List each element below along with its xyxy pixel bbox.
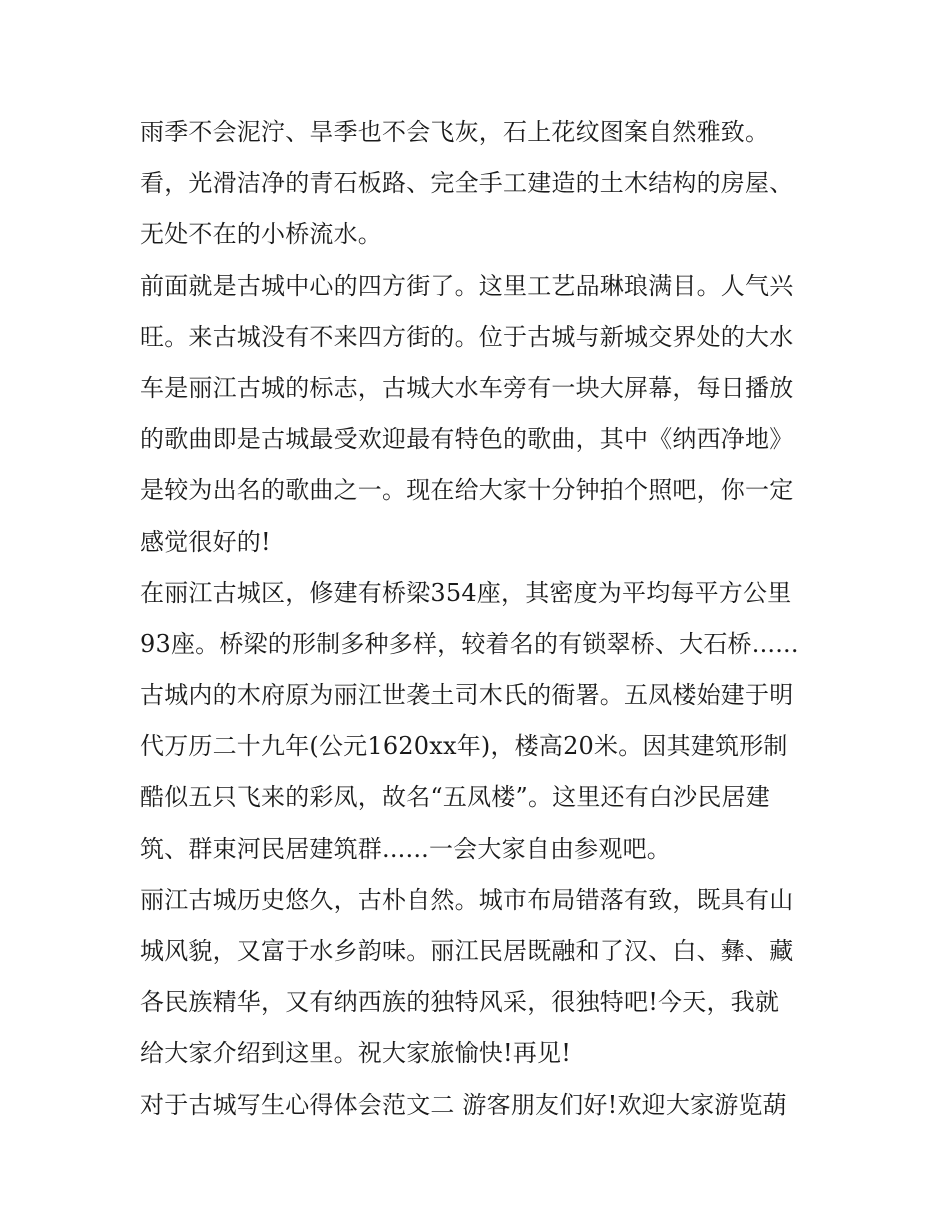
text-line: 各民族精华，又有纳西族的独特风采，很独特吧!今天，我就 xyxy=(140,988,780,1017)
text-line: 前面就是古城中心的四方街了。这里工艺品琳琅满目。人气兴 xyxy=(140,271,794,300)
text-line: 给大家介绍到这里。祝大家旅愉快!再见! xyxy=(140,1039,572,1068)
text-line: 是较为出名的歌曲之一。现在给大家十分钟拍个照吧，你一定 xyxy=(140,476,794,505)
text-line: 无处不在的小桥流水。 xyxy=(140,220,382,249)
text-line: 酷似五只飞来的彩凤，故名“五凤楼”。这里还有白沙民居建 xyxy=(140,783,770,812)
text-line: 旺。来古城没有不来四方街的。位于古城与新城交界处的大水 xyxy=(140,322,794,351)
text-line: 车是丽江古城的标志，古城大水车旁有一块大屏幕，每日播放 xyxy=(140,373,794,402)
text-line: 感觉很好的! xyxy=(140,527,271,556)
text-line: 雨季不会泥泞、旱季也不会飞灰，石上花纹图案自然雅致。 xyxy=(140,118,770,146)
document-body xyxy=(140,107,820,1131)
text-line: 的歌曲即是古城最受欢迎最有特色的歌曲，其中《纳西净地》 xyxy=(140,425,794,454)
text-line: 筑、群束河民居建筑群......一会大家自由参观吧。 xyxy=(140,834,671,863)
text-line: 城风貌，又富于水乡韵味。丽江民居既融和了汉、白、彝、藏 xyxy=(140,937,794,965)
text-line: 看，光滑洁净的青石板路、完全手工建造的土木结构的房屋、 xyxy=(140,169,794,198)
text-line: 93座。桥梁的形制多种多样，较着名的有锁翠桥、大石桥...... xyxy=(140,629,799,658)
text-line: 古城内的木府原为丽江世袭土司木氏的衙署。五凤楼始建于明 xyxy=(140,681,794,710)
text-line: 对于古城写生心得体会范文二 游客朋友们好!欢迎大家游览葫 xyxy=(140,1090,787,1119)
text-line: 代万历二十九年(公元1620xx年)，楼高20米。因其建筑形制 xyxy=(140,732,788,761)
text-line: 丽江古城历史悠久，古朴自然。城市布局错落有致，既具有山 xyxy=(140,885,794,914)
text-line: 在丽江古城区，修建有桥梁354座，其密度为平均每平方公里 xyxy=(140,578,792,607)
